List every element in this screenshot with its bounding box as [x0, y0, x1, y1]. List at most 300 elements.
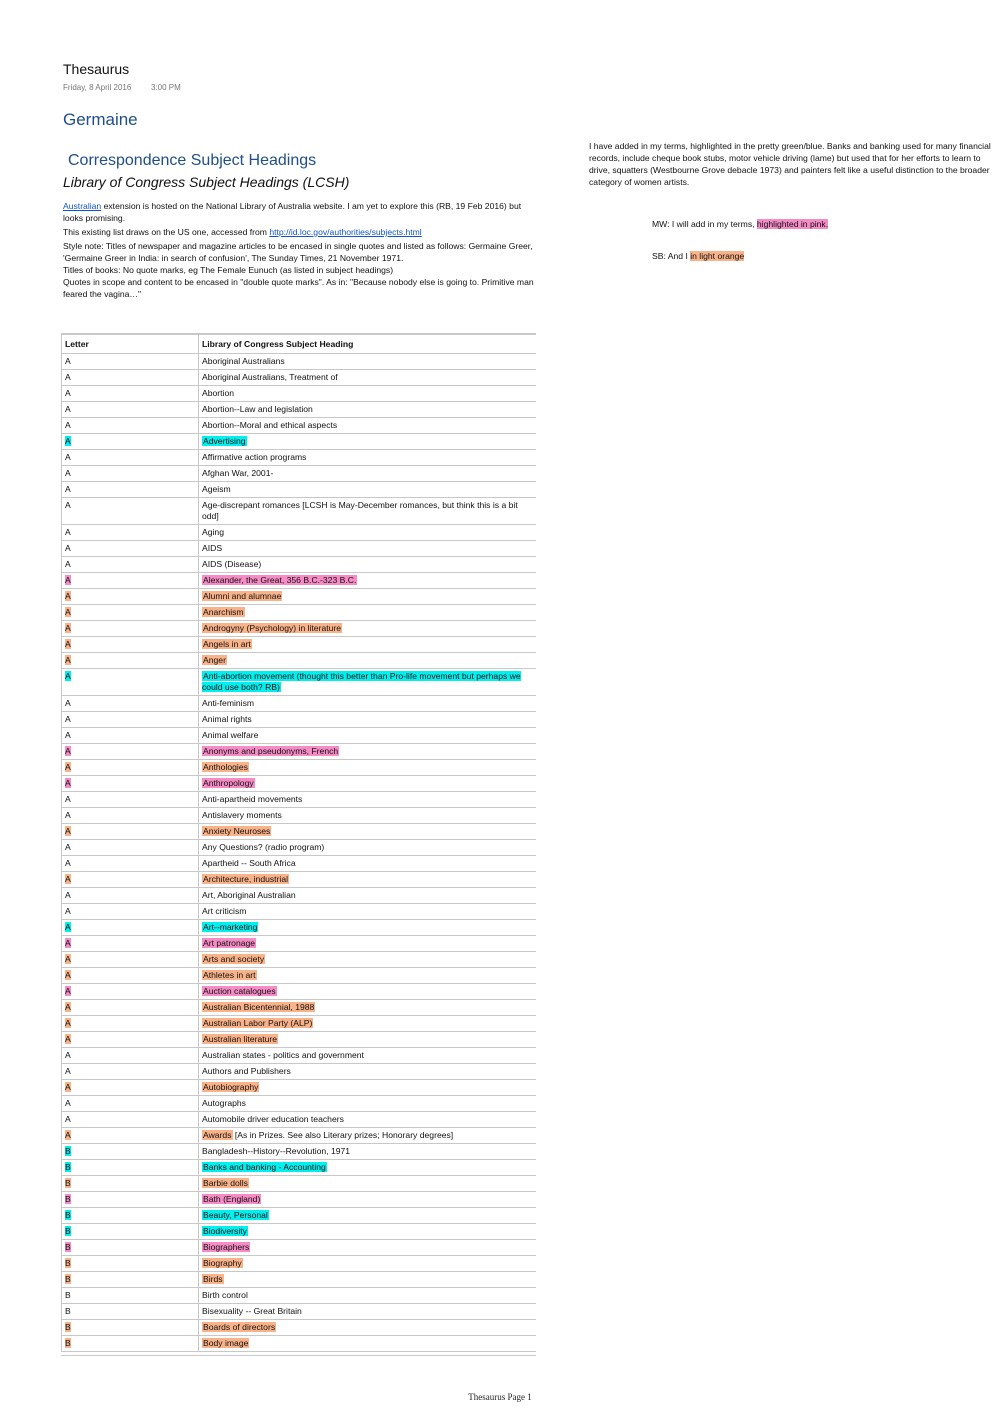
- letter-value: A: [65, 591, 71, 601]
- letter-value: A: [65, 671, 71, 681]
- table-row: [62, 696, 537, 712]
- table-row: [62, 418, 537, 434]
- subject-heading: Anti-feminism: [202, 698, 255, 708]
- letter-cell: [62, 1208, 199, 1224]
- subject-heading: Boards of directors: [203, 1322, 276, 1332]
- subject-cell: [199, 1144, 537, 1160]
- subject-heading: Architecture, industrial: [203, 874, 289, 884]
- subject-cell: [199, 1320, 537, 1336]
- table-row: [62, 498, 537, 525]
- subject-cell: [199, 370, 537, 386]
- letter-cell: [62, 418, 199, 434]
- page-date: Friday, 8 April 2016: [63, 83, 132, 92]
- column-header-letter: Letter: [62, 335, 199, 354]
- subject-cell: [199, 1096, 537, 1112]
- letter-cell: [62, 968, 199, 984]
- subject-cell: [199, 728, 537, 744]
- letter-cell: [62, 840, 199, 856]
- subject-heading: Androgyny (Psychology) in literature: [203, 623, 342, 633]
- table-row: [62, 904, 537, 920]
- subject-cell: [199, 557, 537, 573]
- subject-cell: [199, 418, 537, 434]
- subject-cell: [199, 968, 537, 984]
- section-heading: Germaine: [63, 110, 138, 129]
- letter-cell: [62, 1176, 199, 1192]
- subject-heading: Abortion--Law and legislation: [202, 404, 313, 414]
- subject-heading: Body image: [203, 1338, 249, 1348]
- letter-value: A: [65, 810, 71, 820]
- letter-cell: [62, 1272, 199, 1288]
- table-row: [62, 557, 537, 573]
- letter-value: A: [65, 954, 71, 964]
- subject-cell: [199, 760, 537, 776]
- table-row: [62, 1176, 537, 1192]
- table-row: [62, 573, 537, 589]
- letter-value: A: [65, 1130, 71, 1140]
- letter-value: A: [65, 575, 71, 585]
- table-row: [62, 856, 537, 872]
- letter-cell: [62, 1192, 199, 1208]
- letter-cell: [62, 1288, 199, 1304]
- subject-cell: [199, 1080, 537, 1096]
- mw-highlight: highlighted in pink.: [756, 219, 829, 229]
- letter-value: A: [65, 698, 71, 708]
- table-row: [62, 936, 537, 952]
- letter-cell: [62, 1112, 199, 1128]
- table-body: [62, 354, 537, 1352]
- letter-cell: [62, 696, 199, 712]
- letter-cell: [62, 434, 199, 450]
- letter-value: A: [65, 874, 71, 884]
- letter-value: A: [65, 906, 71, 916]
- letter-value: B: [65, 1274, 71, 1284]
- subject-heading: Anger: [203, 655, 226, 665]
- subject-cell: [199, 936, 537, 952]
- letter-value: A: [65, 1050, 71, 1060]
- letter-cell: [62, 1304, 199, 1320]
- subject-heading: Automobile driver education teachers: [202, 1114, 344, 1124]
- table-row: [62, 637, 537, 653]
- letter-cell: [62, 936, 199, 952]
- table-row: [62, 541, 537, 557]
- table-row: [62, 1336, 537, 1352]
- letter-cell: [62, 541, 199, 557]
- letter-cell: [62, 557, 199, 573]
- thesaurus-table: [61, 333, 536, 1356]
- letter-cell: [62, 482, 199, 498]
- intro-text: extension is hosted on the National Library of Australia website. I am yet to explore this (RB, 19 Feb 2016) but looks promising.: [63, 201, 522, 223]
- subject-cell: [199, 1272, 537, 1288]
- subject-cell: [199, 1192, 537, 1208]
- subject-cell: [199, 621, 537, 637]
- subject-cell: [199, 669, 537, 696]
- letter-value: A: [65, 404, 71, 414]
- subject-cell: [199, 1208, 537, 1224]
- letter-value: A: [65, 655, 71, 665]
- letter-cell: [62, 386, 199, 402]
- subject-heading: Advertising: [203, 436, 246, 446]
- table-row: [62, 1096, 537, 1112]
- letter-value: A: [65, 559, 71, 569]
- letter-cell: [62, 1320, 199, 1336]
- subject-cell: [199, 744, 537, 760]
- table-row: [62, 450, 537, 466]
- letter-value: A: [65, 452, 71, 462]
- quotes-note: Quotes in scope and content to be encased in "double quote marks". As in: "Because nobody else is going to. Primitive man feared the vagina…": [63, 277, 534, 299]
- letter-value: A: [65, 420, 71, 430]
- letter-value: A: [65, 1002, 71, 1012]
- subject-heading: AIDS: [202, 543, 223, 553]
- letter-cell: [62, 605, 199, 621]
- letter-cell: [62, 808, 199, 824]
- letter-cell: [62, 370, 199, 386]
- letter-cell: [62, 498, 199, 525]
- letter-cell: [62, 728, 199, 744]
- table-row: [62, 728, 537, 744]
- table-row: [62, 792, 537, 808]
- subject-cell: [199, 450, 537, 466]
- subject-cell: [199, 920, 537, 936]
- letter-value: A: [65, 388, 71, 398]
- table-row: [62, 1240, 537, 1256]
- letter-value: B: [65, 1306, 71, 1316]
- table-row: [62, 776, 537, 792]
- table-row: [62, 1256, 537, 1272]
- letter-cell: [62, 589, 199, 605]
- letter-value: A: [65, 527, 71, 537]
- letter-value: B: [65, 1258, 71, 1268]
- letter-cell: [62, 984, 199, 1000]
- subject-cell: [199, 541, 537, 557]
- mw-note: [652, 219, 828, 229]
- subject-cell: [199, 824, 537, 840]
- page-footer: Thesaurus Page 1: [468, 1392, 532, 1402]
- letter-value: B: [65, 1194, 71, 1204]
- column-header-subject: Library of Congress Subject Heading: [199, 335, 537, 354]
- subject-cell: [199, 354, 537, 370]
- subject-cell: [199, 1336, 537, 1352]
- letter-cell: [62, 1336, 199, 1352]
- letter-value: A: [65, 986, 71, 996]
- subject-heading: Anonyms and pseudonyms, French: [203, 746, 339, 756]
- letter-cell: [62, 776, 199, 792]
- table-row: [62, 1144, 537, 1160]
- subject-cell: [199, 904, 537, 920]
- table-row: [62, 984, 537, 1000]
- letter-cell: [62, 904, 199, 920]
- subject-heading: Athletes in art: [203, 970, 256, 980]
- subject-cell: [199, 856, 537, 872]
- subject-heading: Bangladesh--History--Revolution, 1971: [202, 1146, 351, 1156]
- subject-heading: Beauty, Personal: [203, 1210, 268, 1220]
- book-titles-note: Titles of books: No quote marks, eg The Female Eunuch (as listed in subject headings): [63, 265, 394, 275]
- table-row: [62, 808, 537, 824]
- subject-heading: Biodiversity: [203, 1226, 247, 1236]
- letter-value: A: [65, 970, 71, 980]
- correspondence-heading: Correspondence Subject Headings: [68, 152, 317, 169]
- subject-cell: [199, 952, 537, 968]
- subject-heading: Aboriginal Australians: [202, 356, 285, 366]
- subject-cell: [199, 482, 537, 498]
- subject-heading: Biography: [203, 1258, 242, 1268]
- intro-paragraph-australian: [63, 200, 535, 224]
- table-row: [62, 1000, 537, 1016]
- table-row: [62, 760, 537, 776]
- subject-cell: [199, 498, 537, 525]
- subject-cell: [199, 653, 537, 669]
- style-note: Style note: Titles of newspaper and magazine articles to be encased in single quotes and listed as follows: Germaine Greer, 'Germaine Greer in India: in search of confusion', The Sunday Times, 21 November 1971.: [63, 241, 533, 263]
- table-row: [62, 466, 537, 482]
- letter-cell: [62, 824, 199, 840]
- table-row: [62, 589, 537, 605]
- letter-cell: [62, 573, 199, 589]
- table-row: [62, 952, 537, 968]
- subject-heading: Art patronage: [203, 938, 256, 948]
- intro-text: This existing list draws on the US one, accessed from: [63, 227, 270, 237]
- subject-heading: Art criticism: [202, 906, 247, 916]
- subject-cell: [199, 1240, 537, 1256]
- letter-cell: [62, 525, 199, 541]
- subject-heading: Australian literature: [203, 1034, 278, 1044]
- subject-cell: [199, 1064, 537, 1080]
- letter-cell: [62, 712, 199, 728]
- subject-heading: Authors and Publishers: [202, 1066, 291, 1076]
- table-row: [62, 712, 537, 728]
- subject-cell: [199, 1128, 537, 1144]
- letter-value: A: [65, 714, 71, 724]
- table-row: [62, 888, 537, 904]
- subject-heading: Biographers: [203, 1242, 250, 1252]
- subject-heading: AIDS (Disease): [202, 559, 262, 569]
- letter-cell: [62, 1016, 199, 1032]
- letter-cell: [62, 1144, 199, 1160]
- table-row: [62, 1160, 537, 1176]
- letter-cell: [62, 1240, 199, 1256]
- letter-value: A: [65, 623, 71, 633]
- letter-value: B: [65, 1338, 71, 1348]
- subject-cell: [199, 776, 537, 792]
- letter-value: A: [65, 356, 71, 366]
- table-row: [62, 1192, 537, 1208]
- subject-heading: Banks and banking - Accounting: [203, 1162, 326, 1172]
- subject-heading: Abortion--Moral and ethical aspects: [202, 420, 338, 430]
- table-row: [62, 1272, 537, 1288]
- letter-cell: [62, 1160, 199, 1176]
- subject-cell: [199, 1048, 537, 1064]
- letter-value: A: [65, 543, 71, 553]
- table-row: [62, 1032, 537, 1048]
- subject-heading: Ageism: [202, 484, 231, 494]
- subject-heading: Alumni and alumnae: [203, 591, 282, 601]
- letter-value: A: [65, 778, 71, 788]
- subject-heading: Apartheid -- South Africa: [202, 858, 296, 868]
- subject-heading: Art--marketing: [203, 922, 258, 932]
- table-row: [62, 1304, 537, 1320]
- subject-heading: Abortion: [202, 388, 235, 398]
- letter-value: A: [65, 922, 71, 932]
- subject-heading: Birds: [203, 1274, 223, 1284]
- letter-value: A: [65, 607, 71, 617]
- table-row: [62, 744, 537, 760]
- letter-value: A: [65, 1034, 71, 1044]
- table-row: [62, 402, 537, 418]
- subject-heading: Birth control: [202, 1290, 248, 1300]
- table-row: [62, 1048, 537, 1064]
- subject-heading: Anti-abortion movement (thought this better than Pro-life movement but perhaps we could use both? RB): [202, 671, 521, 692]
- table-row: [62, 968, 537, 984]
- subject-heading: Australian states - politics and government: [202, 1050, 364, 1060]
- subject-cell: [199, 1176, 537, 1192]
- letter-cell: [62, 1048, 199, 1064]
- subject-cell: [199, 1304, 537, 1320]
- letter-value: A: [65, 639, 71, 649]
- table-row: [62, 1224, 537, 1240]
- subject-cell: [199, 1112, 537, 1128]
- letter-value: A: [65, 1066, 71, 1076]
- letter-value: A: [65, 484, 71, 494]
- letter-cell: [62, 653, 199, 669]
- subject-cell: [199, 888, 537, 904]
- table-row: [62, 1016, 537, 1032]
- letter-value: B: [65, 1178, 71, 1188]
- table-row: [62, 482, 537, 498]
- table-row: [62, 621, 537, 637]
- subject-cell: [199, 712, 537, 728]
- subject-heading: Barbie dolls: [203, 1178, 248, 1188]
- table-row: [62, 840, 537, 856]
- subject-cell: [199, 984, 537, 1000]
- subject-heading: Angels in art: [203, 639, 251, 649]
- letter-cell: [62, 888, 199, 904]
- subject-heading: Art, Aboriginal Australian: [202, 890, 296, 900]
- letter-value: A: [65, 826, 71, 836]
- mw-note-text: MW: I will add in my terms,: [652, 219, 757, 229]
- subject-heading: Alexander, the Great, 356 B.C.-323 B.C.: [203, 575, 357, 585]
- letter-value: B: [65, 1226, 71, 1236]
- letter-cell: [62, 621, 199, 637]
- letter-value: A: [65, 1082, 71, 1092]
- table-row: [62, 370, 537, 386]
- table-row: [62, 872, 537, 888]
- table-row: [62, 525, 537, 541]
- subject-cell: [199, 808, 537, 824]
- loc-subjects-link[interactable]: http://id.loc.gov/authorities/subjects.html: [269, 227, 422, 237]
- letter-cell: [62, 1000, 199, 1016]
- page-time: 3:00 PM: [151, 83, 181, 92]
- letter-value: A: [65, 858, 71, 868]
- letter-cell: [62, 1096, 199, 1112]
- table-row: [62, 1288, 537, 1304]
- page-title: Thesaurus: [63, 61, 130, 77]
- subject-heading: Anti-apartheid movements: [202, 794, 303, 804]
- sb-note-text: SB: And I: [652, 251, 691, 261]
- letter-value: B: [65, 1242, 71, 1252]
- subject-cell: [199, 637, 537, 653]
- subject-cell: [199, 1160, 537, 1176]
- table-row: [62, 434, 537, 450]
- subject-cell: [199, 434, 537, 450]
- letter-value: A: [65, 1098, 71, 1108]
- letter-cell: [62, 354, 199, 370]
- subject-note: [As in Prizes. See also Literary prizes; Honorary degrees]: [232, 1130, 454, 1140]
- subject-cell: [199, 589, 537, 605]
- letter-value: A: [65, 500, 71, 510]
- subject-heading: Awards: [203, 1130, 232, 1140]
- table-row: [62, 1064, 537, 1080]
- subject-cell: [199, 1016, 537, 1032]
- letter-value: A: [65, 1114, 71, 1124]
- subject-heading: Anthologies: [203, 762, 248, 772]
- letter-value: B: [65, 1322, 71, 1332]
- subject-heading: Any Questions? (radio program): [202, 842, 325, 852]
- table-row: [62, 824, 537, 840]
- letter-cell: [62, 952, 199, 968]
- letter-cell: [62, 920, 199, 936]
- letter-cell: [62, 792, 199, 808]
- letter-cell: [62, 1256, 199, 1272]
- letter-value: A: [65, 842, 71, 852]
- letter-value: A: [65, 468, 71, 478]
- subject-heading: Australian Bicentennial, 1988: [203, 1002, 315, 1012]
- subject-cell: [199, 1032, 537, 1048]
- table-row: [62, 653, 537, 669]
- subject-cell: [199, 573, 537, 589]
- sb-highlight: in light orange: [690, 251, 745, 261]
- letter-cell: [62, 1064, 199, 1080]
- subject-heading: Affirmative action programs: [202, 452, 307, 462]
- subject-heading: Bisexuality -- Great Britain: [202, 1306, 302, 1316]
- subject-cell: [199, 605, 537, 621]
- table-row: [62, 1112, 537, 1128]
- table-row: [62, 1128, 537, 1144]
- australian-link[interactable]: Australian: [63, 201, 102, 211]
- letter-cell: [62, 872, 199, 888]
- letter-value: A: [65, 938, 71, 948]
- letter-cell: [62, 450, 199, 466]
- letter-cell: [62, 466, 199, 482]
- table-row: [62, 1320, 537, 1336]
- subject-heading: Australian Labor Party (ALP): [203, 1018, 313, 1028]
- subject-cell: [199, 840, 537, 856]
- letter-cell: [62, 856, 199, 872]
- subject-cell: [199, 1288, 537, 1304]
- subject-heading: Afghan War, 2001-: [202, 468, 274, 478]
- subject-heading: Auction catalogues: [203, 986, 276, 996]
- letter-value: B: [65, 1146, 71, 1156]
- lcsh-heading: Library of Congress Subject Headings (LCSH): [63, 174, 350, 190]
- subject-cell: [199, 525, 537, 541]
- subject-heading: Arts and society: [203, 954, 265, 964]
- letter-value: A: [65, 730, 71, 740]
- subject-heading: Autobiography: [203, 1082, 259, 1092]
- letter-cell: [62, 402, 199, 418]
- subject-heading: Aboriginal Australians, Treatment of: [202, 372, 338, 382]
- subject-cell: [199, 792, 537, 808]
- subject-cell: [199, 466, 537, 482]
- table-row: [62, 669, 537, 696]
- subject-cell: [199, 1256, 537, 1272]
- letter-value: A: [65, 1018, 71, 1028]
- subject-cell: [199, 696, 537, 712]
- subject-heading: Animal welfare: [202, 730, 259, 740]
- subject-heading: Autographs: [202, 1098, 246, 1108]
- subject-heading: Antislavery moments: [202, 810, 282, 820]
- table-row: [62, 354, 537, 370]
- letter-value: B: [65, 1210, 71, 1220]
- right-note: I have added in my terms, highlighted in the pretty green/blue. Banks and banking used for many financial records, include cheque book stubs, motor vehicle driving (lame) but used that for her efforts to learn to drive, squatters (Westbourne Grove debacle 1973) and painters felt like a useful distinction to the broader category of women artists.: [589, 141, 991, 187]
- subject-heading: Anthropology: [203, 778, 254, 788]
- letter-cell: [62, 1224, 199, 1240]
